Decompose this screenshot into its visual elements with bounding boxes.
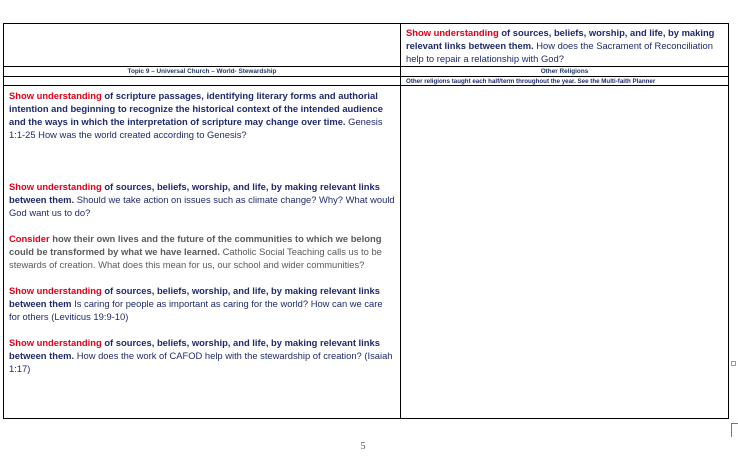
objective-paragraph bbox=[9, 89, 395, 141]
topic-header: Topic 9 – Universal Church – World- Stewardship bbox=[127, 68, 277, 75]
reconciliation-objective bbox=[406, 26, 726, 65]
objective-question: Genesis 1:1-25 How was the world created according to Genesis? bbox=[9, 116, 383, 140]
other-religions-header: Other Religions bbox=[540, 68, 589, 75]
margin-handle[interactable] bbox=[731, 361, 736, 366]
objective-bold: of sources, beliefs, worship, and life, by making relevant links between them. bbox=[9, 337, 380, 361]
objective-paragraph bbox=[9, 284, 395, 323]
objective-lead: Show understanding bbox=[406, 27, 499, 38]
objective-paragraph bbox=[9, 180, 395, 219]
multi-faith-note: Other religions taught each half/term throughout the year. See the Multi-faith Planner bbox=[406, 78, 656, 85]
objective-bold: how their own lives and the future of the communities to which we belong could be transformed by what we have learned. bbox=[9, 233, 382, 257]
objective-lead: Show understanding bbox=[9, 181, 102, 192]
objective-question: Should we take action on issues such as climate change? Why? What would God want us to do? bbox=[9, 194, 395, 218]
objective-question: How does the work of CAFOD help with the stewardship of creation? (Isaiah 1:17) bbox=[9, 350, 393, 374]
objective-lead: Show understanding bbox=[9, 285, 102, 296]
objective-paragraph bbox=[9, 336, 395, 375]
objective-question: Catholic Social Teaching calls us to be stewards of creation. What does this mean for us, our school and wider communities? bbox=[9, 246, 382, 270]
objective-lead: Show understanding bbox=[9, 90, 102, 101]
objective-paragraph bbox=[9, 232, 395, 271]
stewardship-objectives bbox=[9, 89, 395, 375]
objective-bold: of sources, beliefs, worship, and life, by making relevant links between them bbox=[9, 285, 380, 309]
objective-bold: of scripture passages, identifying literary forms and authorial intention and beginning to recognize the historical context of the intended audience and the ways in which the interpretation of scripture may change over time. bbox=[9, 90, 383, 127]
objective-bold: of sources, beliefs, worship, and life, by making relevant links between them. bbox=[9, 181, 380, 205]
page-corner-mark bbox=[731, 423, 738, 437]
objective-question: How does the Sacrament of Reconciliation help to repair a relationship with God? bbox=[406, 40, 713, 64]
objective-bold: of sources, beliefs, worship, and life, by making relevant links between them. bbox=[406, 27, 715, 51]
objective-lead: Show understanding bbox=[9, 337, 102, 348]
planner-table bbox=[3, 23, 729, 419]
column-divider bbox=[400, 24, 401, 418]
objective-question: Is caring for people as important as caring for the world? How can we care for others (Leviticus 19:9-10) bbox=[9, 298, 383, 322]
page-number: 5 bbox=[360, 441, 366, 452]
objective-lead: Consider bbox=[9, 233, 50, 244]
